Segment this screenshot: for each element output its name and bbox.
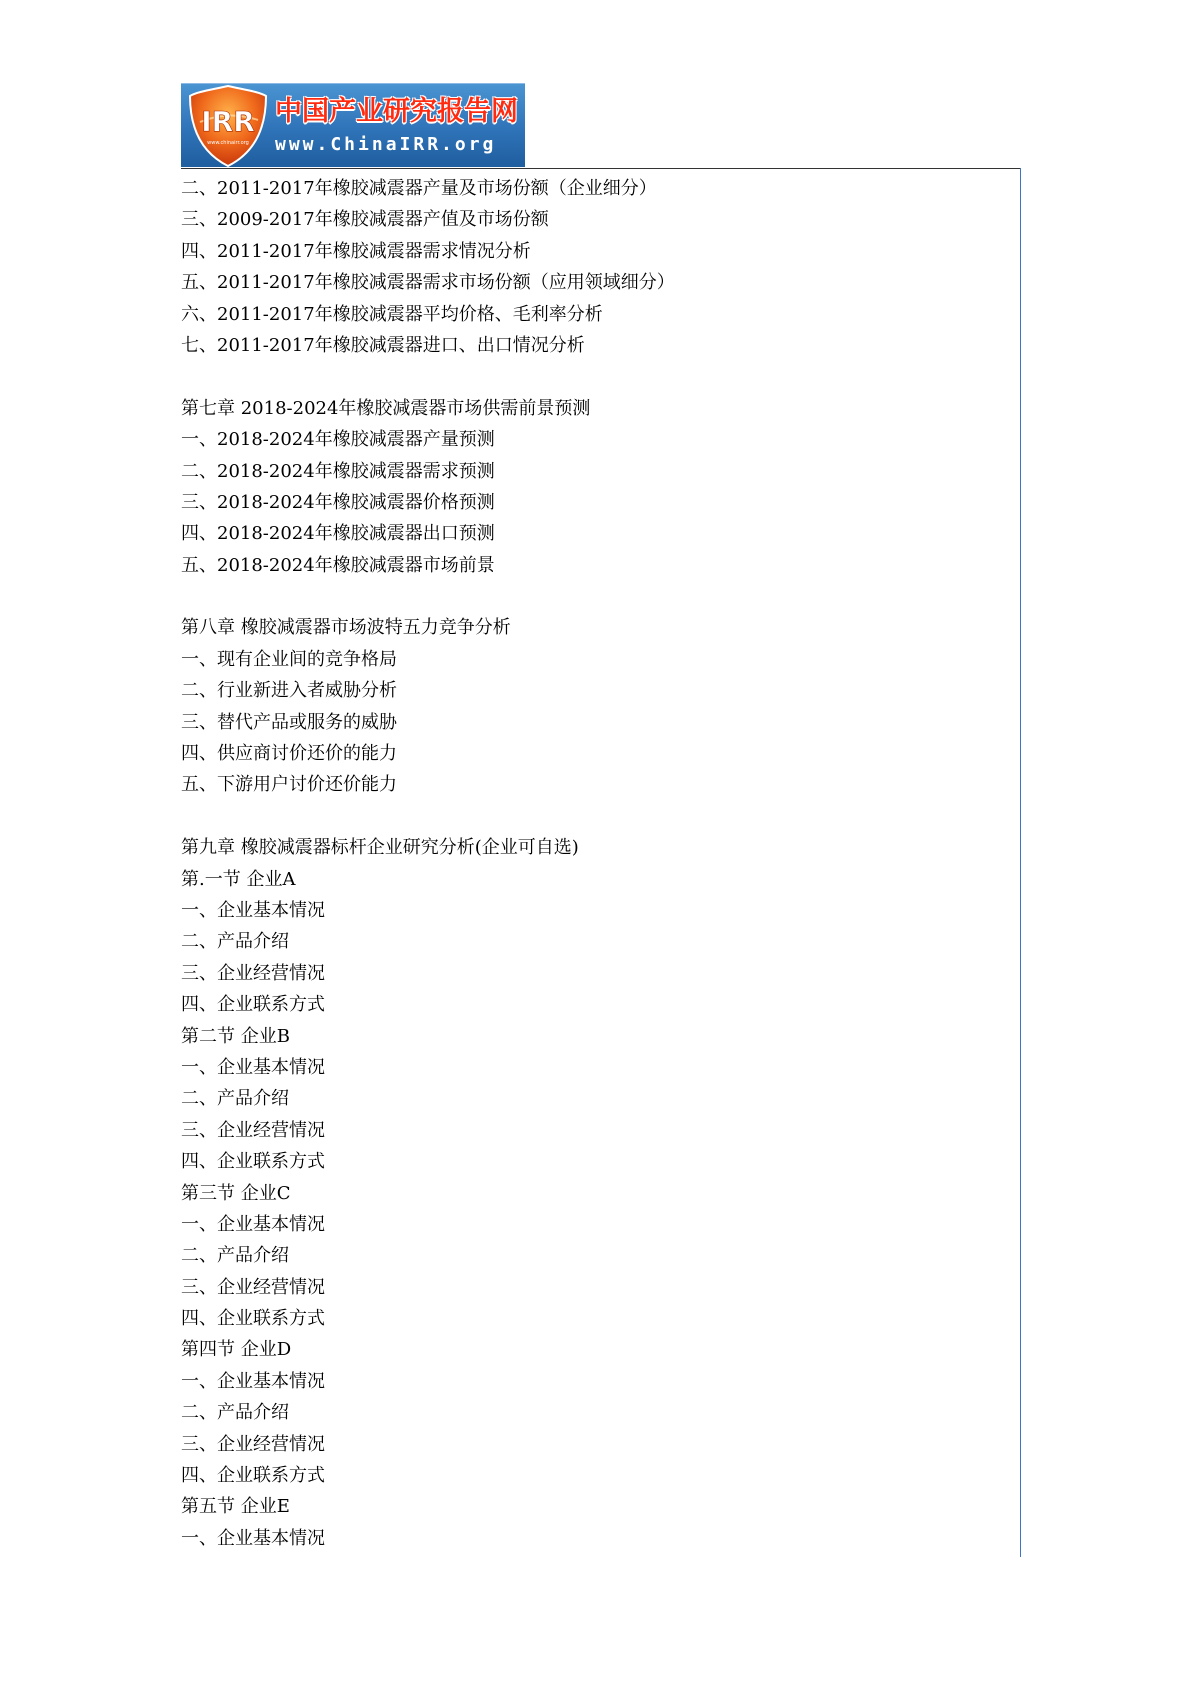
toc-line: 二、2018-2024年橡胶减震器需求预测 [181, 460, 495, 482]
toc-line: 四、2011-2017年橡胶减震器需求情况分析 [181, 240, 531, 262]
toc-line: 一、企业基本情况 [181, 1056, 325, 1078]
logo-url: www.ChinaIRR.org [275, 134, 497, 155]
toc-line: 四、供应商讨价还价的能力 [181, 743, 397, 765]
toc-line: 一、企业基本情况 [181, 1527, 325, 1549]
svg-text:www.chinairr.org: www.chinairr.org [207, 140, 249, 146]
toc-line: 三、2009-2017年橡胶减震器产值及市场份额 [181, 209, 549, 231]
blank-line [181, 581, 1011, 612]
toc-line: 三、替代产品或服务的威胁 [181, 711, 397, 733]
toc-line: 一、2018-2024年橡胶减震器产量预测 [181, 429, 495, 451]
toc-line: 四、2018-2024年橡胶减震器出口预测 [181, 523, 495, 545]
toc-line: 三、企业经营情况 [181, 1119, 325, 1141]
toc-line: 第四节 企业D [181, 1339, 292, 1361]
toc-line: 一、企业基本情况 [181, 899, 325, 921]
toc-line: 一、现有企业间的竞争格局 [181, 648, 397, 670]
logo-title: 中国产业研究报告网 [275, 96, 518, 127]
toc-line: 第.一节 企业A [181, 868, 296, 890]
toc-line: 第九章 橡胶减震器标杆企业研究分析(企业可自选) [181, 837, 579, 859]
toc-line: 三、企业经营情况 [181, 1433, 325, 1455]
toc-line: 二、产品介绍 [181, 931, 289, 953]
toc-line: 六、2011-2017年橡胶减震器平均价格、毛利率分析 [181, 303, 603, 325]
toc-line: 四、企业联系方式 [181, 1308, 325, 1330]
toc-line: 二、产品介绍 [181, 1402, 289, 1424]
toc-line: 二、2011-2017年橡胶减震器产量及市场份额（企业细分） [181, 178, 657, 199]
toc-line: 第五节 企业E [181, 1496, 290, 1518]
toc-line: 四、企业联系方式 [181, 994, 325, 1016]
toc-line: 三、企业经营情况 [181, 962, 325, 984]
site-logo [181, 83, 525, 167]
blank-line [181, 801, 1011, 832]
toc-line: 五、2018-2024年橡胶减震器市场前景 [181, 554, 495, 576]
toc-line: 第七章 2018-2024年橡胶减震器市场供需前景预测 [181, 397, 591, 419]
toc-line: 四、企业联系方式 [181, 1465, 325, 1487]
svg-text:IRR: IRR [201, 105, 255, 138]
toc-line: 四、企业联系方式 [181, 1151, 325, 1173]
right-border [1020, 168, 1021, 1557]
toc-line: 七、2011-2017年橡胶减震器进口、出口情况分析 [181, 334, 585, 356]
toc-line: 第二节 企业B [181, 1025, 290, 1047]
blank-line [181, 361, 1011, 392]
toc-line: 五、2011-2017年橡胶减震器需求市场份额（应用领域细分） [181, 272, 675, 294]
toc-line: 二、行业新进入者威胁分析 [181, 680, 397, 702]
toc-line: 三、企业经营情况 [181, 1276, 325, 1298]
toc-line: 第八章 橡胶减震器市场波特五力竞争分析 [181, 617, 511, 639]
toc-line: 一、企业基本情况 [181, 1213, 325, 1235]
toc-line: 三、2018-2024年橡胶减震器价格预测 [181, 491, 495, 513]
toc-line: 第三节 企业C [181, 1182, 291, 1204]
toc-content [181, 173, 1011, 1553]
toc-line: 五、下游用户讨价还价能力 [181, 774, 397, 796]
toc-line: 二、产品介绍 [181, 1088, 289, 1110]
toc-line: 二、产品介绍 [181, 1245, 289, 1267]
top-divider [181, 168, 1021, 169]
irr-badge-icon [186, 84, 270, 167]
toc-line: 一、企业基本情况 [181, 1370, 325, 1392]
